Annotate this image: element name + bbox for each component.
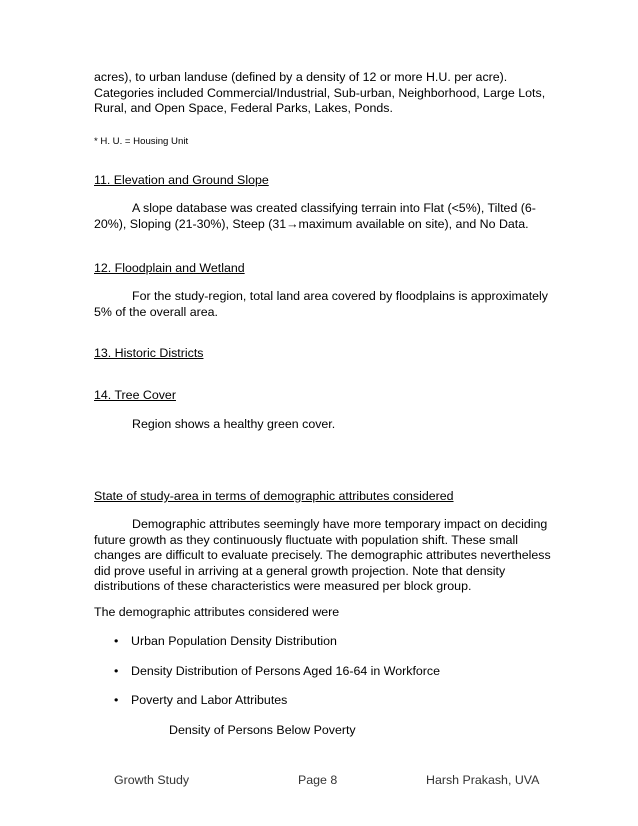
section-heading-demographic: State of study-area in terms of demographic attributes considered <box>94 489 454 503</box>
section-body-demographic: Demographic attributes seemingly have more temporary impact on deciding future growth as they continuously fluctuate with population shift. These small changes are difficult to evaluate precisely. The demographic attributes nevertheless did prove useful in arriving at a general growth projection. Note that density distributions of these characteristics were measured per block group. <box>94 517 551 593</box>
section-heading-historic: 13. Historic Districts <box>94 346 204 360</box>
footer-page-number: Page 8 <box>298 773 338 787</box>
section-body-floodplain: For the study-region, total land area covered by floodplains is approximately 5% of the overall area. <box>94 289 548 319</box>
list-item-text: Density Distribution of Persons Aged 16-64 in Workforce <box>131 664 440 678</box>
list-intro: The demographic attributes considered were <box>94 605 340 619</box>
section-heading-tree-cover: 14. Tree Cover <box>94 388 176 402</box>
section-body-tree-cover: Region shows a healthy green cover. <box>132 417 336 431</box>
bullet-icon: • <box>114 693 119 707</box>
intro-paragraph: acres), to urban landuse (defined by a density of 12 or more H.U. per acre). Categories included Commercial/Industrial, Sub-urban, Neighborhood, Large Lots, Rural, and Open Space, Federal Parks, Lakes, Ponds. <box>94 70 546 115</box>
section-heading-elevation: 11. Elevation and Ground Slope <box>94 173 269 187</box>
footer-author: Harsh Prakash, UVA <box>426 773 540 787</box>
section-heading-floodplain: 12. Floodplain and Wetland <box>94 261 245 275</box>
bullet-icon: • <box>114 634 119 648</box>
footnote: * H. U. = Housing Unit <box>94 136 189 147</box>
list-item-text: Urban Population Density Distribution <box>131 634 337 648</box>
footer-left: Growth Study <box>114 773 190 787</box>
section-body-elevation: A slope database was created classifying terrain into Flat (<5%), Tilted (6-20%), Sloping (21-30%), Steep (31→maximum available on site), and No Data. <box>94 201 536 231</box>
sub-list-item: Density of Persons Below Poverty <box>169 723 356 737</box>
bullet-icon: • <box>114 664 119 678</box>
list-item-text: Poverty and Labor Attributes <box>131 693 288 707</box>
